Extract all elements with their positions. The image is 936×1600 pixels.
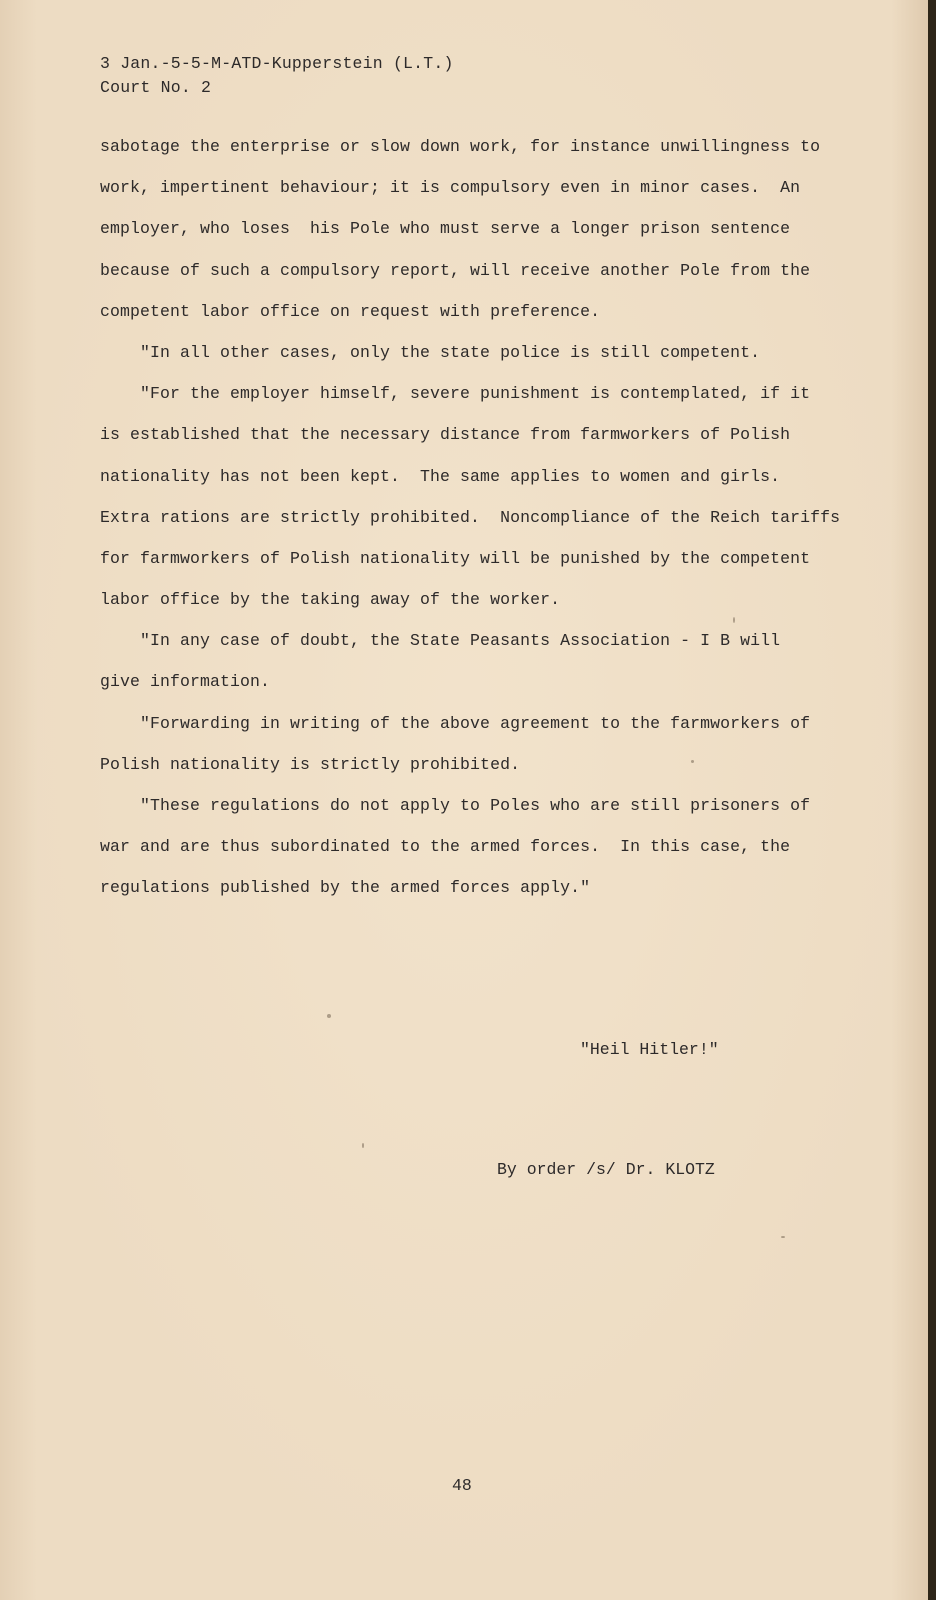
body-line: employer, who loses his Pole who must serve a longer prison sentence <box>100 219 791 239</box>
court-number: Court No. 2 <box>100 78 212 97</box>
document-body <box>100 133 860 916</box>
page-number: 48 <box>452 1476 472 1495</box>
paper-speck <box>691 760 694 763</box>
body-line: "These regulations do not apply to Poles who are still prisoners of <box>100 796 811 815</box>
paper-speck <box>362 1143 364 1148</box>
body-line: "For the employer himself, severe punishment is contemplated, if it <box>100 384 811 404</box>
body-line: labor office by the taking away of the worker. <box>100 590 561 610</box>
body-line: war and are thus subordinated to the armed forces. In this case, the <box>100 837 791 857</box>
body-line: is established that the necessary distance from farmworkers of Polish <box>100 425 791 445</box>
signature-line: By order /s/ Dr. KLOTZ <box>497 1160 715 1179</box>
body-line: competent labor office on request with preference. <box>100 301 601 321</box>
page-edge <box>928 0 936 1600</box>
body-line: Extra rations are strictly prohibited. Noncompliance of the Reich tariffs <box>100 507 841 527</box>
body-line: for farmworkers of Polish nationality will be punished by the competent <box>100 548 811 568</box>
body-line: regulations published by the armed forces apply." <box>100 878 591 898</box>
paper-speck <box>327 1014 331 1018</box>
paper-speck <box>733 617 735 623</box>
body-line: work, impertinent behaviour; it is compulsory even in minor cases. An <box>100 178 801 198</box>
body-line: "In all other cases, only the state police is still competent. <box>100 342 761 362</box>
body-line: "Forwarding in writing of the above agreement to the farmworkers of <box>100 713 811 733</box>
body-line: nationality has not been kept. The same applies to women and girls. <box>100 466 781 486</box>
body-line: because of such a compulsory report, will receive another Pole from the <box>100 260 811 280</box>
closing-block <box>497 950 719 1270</box>
case-reference: 3 Jan.-5-5-M-ATD-Kupperstein (L.T.) <box>100 54 454 73</box>
document-header <box>100 52 454 100</box>
salutation: "Heil Hitler!" <box>580 1040 719 1059</box>
body-line: Polish nationality is strictly prohibited. <box>100 754 521 774</box>
paper-speck <box>781 1236 785 1238</box>
body-line: sabotage the enterprise or slow down work, for instance unwillingness to <box>100 137 821 156</box>
body-line: "In any case of doubt, the State Peasants Association - I B will <box>100 631 781 651</box>
body-line: give information. <box>100 672 271 692</box>
